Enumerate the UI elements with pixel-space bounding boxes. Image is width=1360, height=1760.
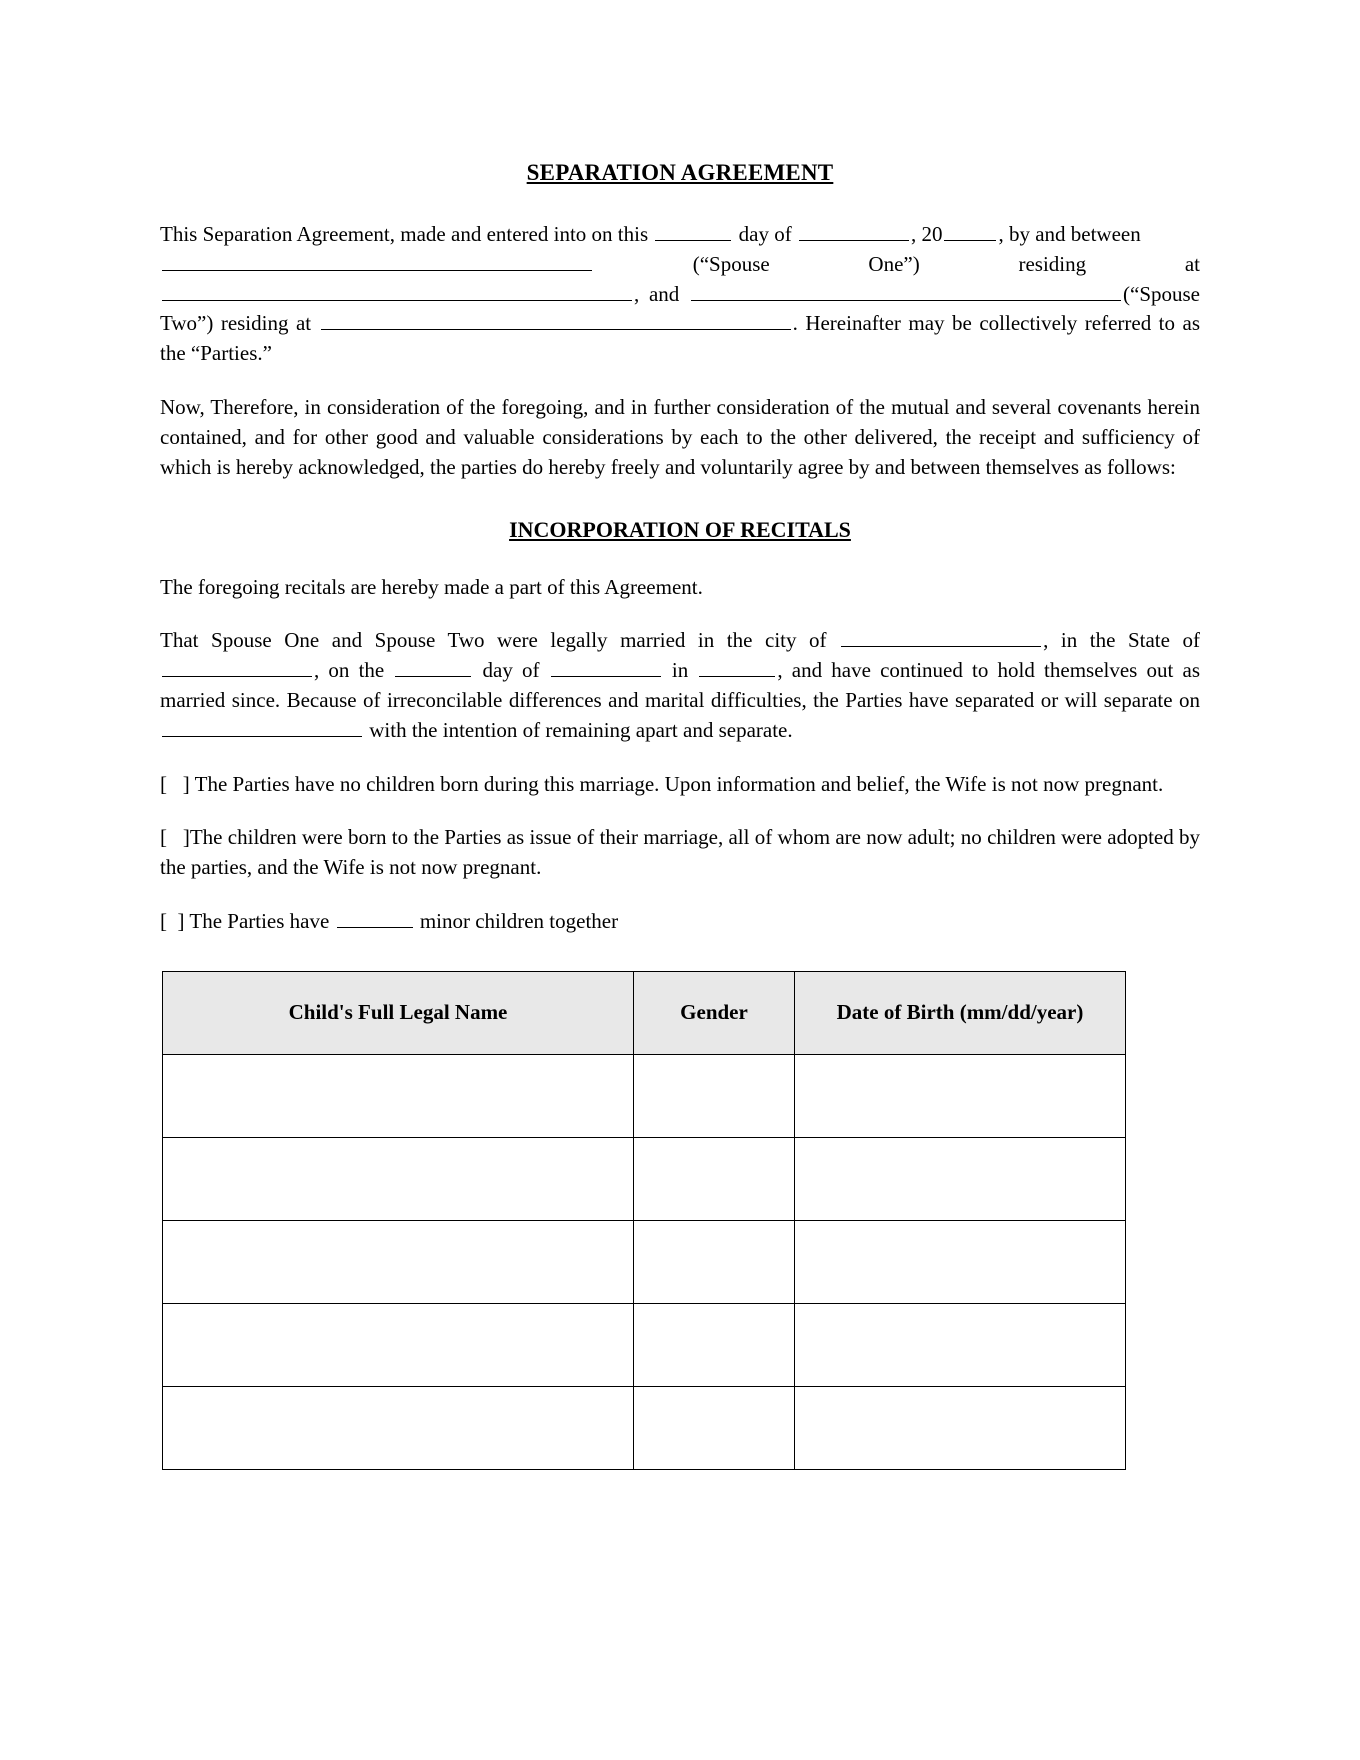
children-option-3[interactable]	[160, 907, 1200, 937]
intro-segment-4: , by and between	[998, 222, 1141, 246]
children-option-1[interactable]	[160, 770, 1200, 800]
spouse-one-address-blank[interactable]	[162, 280, 632, 301]
cell-child-name[interactable]	[163, 1220, 634, 1303]
children-table	[162, 971, 1126, 1470]
column-header-gender: Gender	[634, 971, 795, 1054]
children-option-1-text: The Parties have no children born during this marriage. Upon information and belief, the Wife is not now pregnant.	[194, 771, 1164, 796]
minor-children-count-blank[interactable]	[337, 907, 413, 928]
now-therefore-paragraph: Now, Therefore, in consideration of the foregoing, and in further consideration of the mutual and several covenants herein contained, and for other good and valuable considerations by each to the other delivered, the receipt and sufficiency of which is hereby acknowledged, the parties do hereby freely and voluntarily agree by and between themselves as follows:	[160, 395, 1200, 479]
separation-date-blank[interactable]	[162, 716, 362, 737]
intro-segment-3: , 20	[910, 222, 943, 246]
cell-child-gender[interactable]	[634, 1386, 795, 1469]
cell-child-dob[interactable]	[795, 1137, 1126, 1220]
spouse-one-name-blank[interactable]	[162, 250, 592, 271]
section-heading-recitals: INCORPORATION OF RECITALS	[509, 516, 851, 542]
spouse-two-address-blank[interactable]	[321, 310, 791, 331]
table-header-row	[163, 971, 1126, 1054]
marriage-segment-3: , on the	[314, 658, 394, 683]
table-row	[163, 1386, 1126, 1469]
checkbox-open-1: [	[160, 771, 167, 796]
checkbox-open-2: [	[160, 825, 167, 850]
cell-child-name[interactable]	[163, 1303, 634, 1386]
page-title: SEPARATION AGREEMENT	[526, 160, 834, 185]
marriage-segment-5: in	[662, 658, 698, 683]
marriage-city-blank[interactable]	[841, 626, 1041, 647]
marriage-year-blank[interactable]	[699, 656, 775, 677]
cell-child-name[interactable]	[163, 1386, 634, 1469]
checkbox-close-2: ]	[182, 825, 190, 850]
column-header-dob: Date of Birth (mm/dd/year)	[795, 971, 1126, 1054]
month-blank[interactable]	[799, 220, 909, 241]
year-blank[interactable]	[944, 220, 996, 241]
cell-child-gender[interactable]	[634, 1137, 795, 1220]
cell-child-name[interactable]	[163, 1054, 634, 1137]
intro-segment-6: , and	[634, 281, 689, 306]
day-blank[interactable]	[655, 220, 731, 241]
marriage-segment-1: That Spouse One and Spouse Two were legally married in the city of	[160, 628, 840, 653]
marriage-segment-6: , and have continued to hold themselves out as married since. Because of irreconcilable differences and marital difficulties, the Parties have separated or will separate on	[160, 658, 1200, 712]
checkbox-close-1: ]	[182, 771, 190, 796]
table-row	[163, 1303, 1126, 1386]
cell-child-gender[interactable]	[634, 1220, 795, 1303]
table-row	[163, 1137, 1126, 1220]
intro-segment-2: day of	[733, 222, 797, 246]
intro-segment-8: . Hereinafter may be collectively referred to as the “Parties.”	[160, 311, 1200, 366]
children-option-3-post: minor children together	[414, 909, 619, 933]
marriage-segment-7: with the intention of remaining apart and separate.	[364, 717, 793, 742]
cell-child-dob[interactable]	[795, 1054, 1126, 1137]
marriage-day-blank[interactable]	[395, 656, 471, 677]
checkbox-open-3: [	[160, 909, 167, 933]
table-row	[163, 1054, 1126, 1137]
cell-child-name[interactable]	[163, 1137, 634, 1220]
marriage-segment-2: , in the State of	[1043, 628, 1200, 653]
marriage-state-blank[interactable]	[162, 656, 312, 677]
marriage-segment-4: day of	[473, 658, 549, 683]
children-option-2-text: The children were born to the Parties as issue of their marriage, all of whom are now adult; no children were adopted by the parties, and the Wife is not now pregnant.	[160, 825, 1201, 880]
intro-paragraph	[160, 220, 1200, 369]
cell-child-dob[interactable]	[795, 1303, 1126, 1386]
intro-segment-7: (“Spouse Two”) residing at	[160, 281, 1200, 336]
intro-segment-5: (“Spouse One”) residing at	[594, 251, 1200, 276]
cell-child-gender[interactable]	[634, 1054, 795, 1137]
marriage-paragraph	[160, 626, 1200, 745]
children-option-2[interactable]	[160, 823, 1200, 883]
recitals-intro-paragraph: The foregoing recitals are hereby made a part of this Agreement.	[160, 574, 703, 599]
marriage-month-blank[interactable]	[551, 656, 661, 677]
column-header-name: Child's Full Legal Name	[163, 971, 634, 1054]
table-row	[163, 1220, 1126, 1303]
spouse-two-name-blank[interactable]	[691, 280, 1121, 301]
intro-segment-1: This Separation Agreement, made and entered into on this	[160, 222, 654, 246]
cell-child-gender[interactable]	[634, 1303, 795, 1386]
checkbox-close-3: ]	[177, 909, 185, 933]
cell-child-dob[interactable]	[795, 1386, 1126, 1469]
cell-child-dob[interactable]	[795, 1220, 1126, 1303]
children-option-3-pre: The Parties have	[189, 909, 335, 933]
